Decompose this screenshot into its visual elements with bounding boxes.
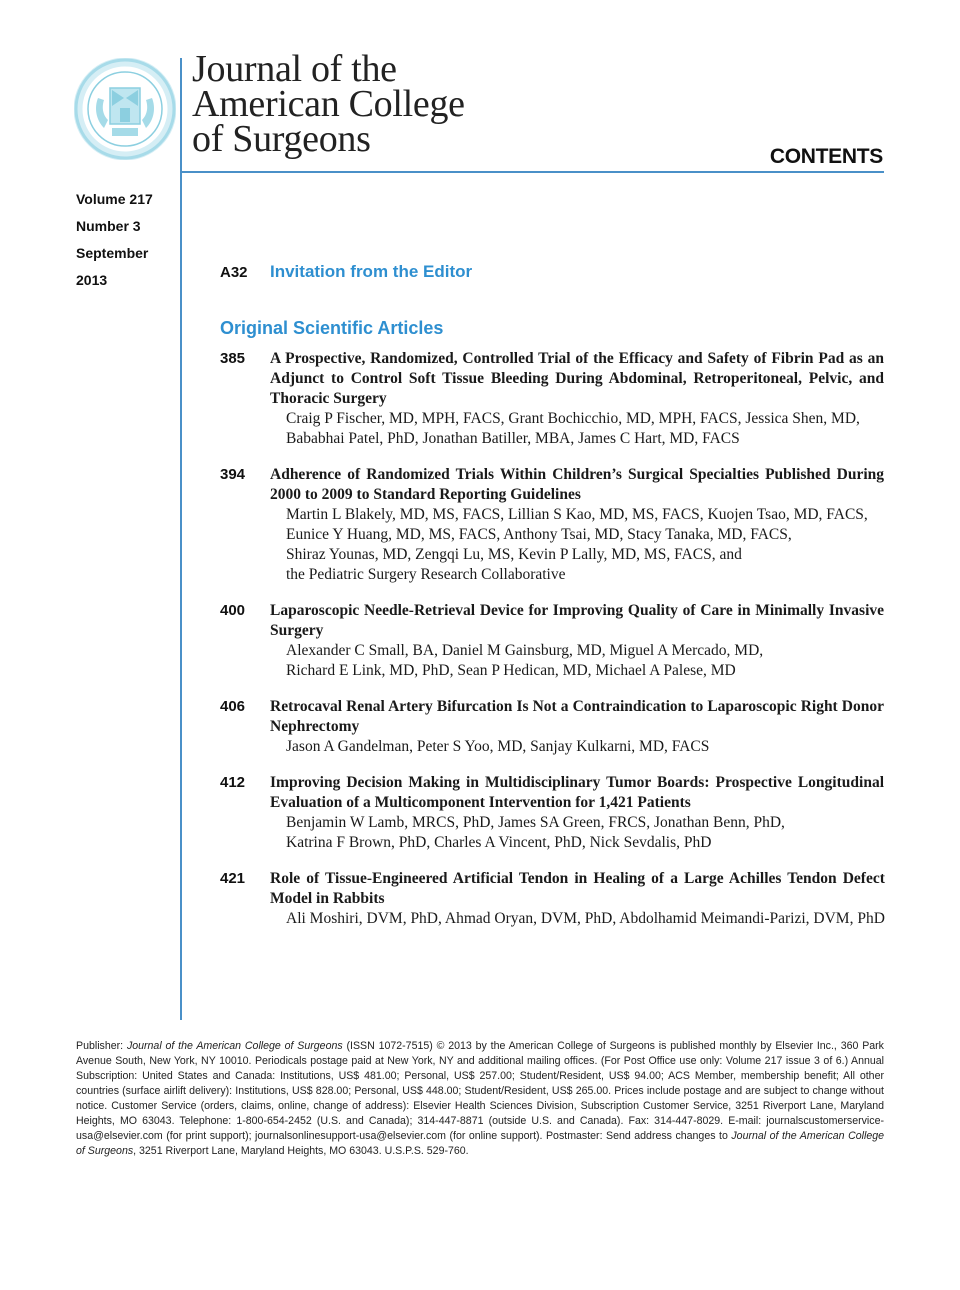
article-entry[interactable] [220,697,884,757]
header-divider [180,171,884,173]
article-title[interactable]: A Prospective, Randomized, Controlled Trial of the Efficacy and Safety of Fibrin Pad as an Adjunct to Control Soft Tissue Bleeding During Abdominal, Retroperitoneal, Pelvic, and Thoracic Surgery [270,350,884,407]
article-authors [270,505,884,585]
journal-title-line: Journal of the [192,48,397,90]
article-authors [270,409,884,449]
article-entry[interactable] [220,773,884,853]
issue-month: September [76,245,149,261]
invitation-entry[interactable] [220,262,884,292]
article-title[interactable]: Improving Decision Making in Multidisciplinary Tumor Boards: Prospective Longitudinal Evaluation of a Multicomponent Intervention for 1,421 Patients [270,774,884,811]
contents-heading: CONTENTS [769,145,883,168]
college-seal-logo [74,58,176,160]
section-heading: Original Scientific Articles [220,318,444,338]
article-authors [270,641,884,681]
author-line: Jason A Gandelman, Peter S Yoo, MD, Sanjay Kulkarni, MD, FACS [286,738,710,755]
article-title[interactable]: Laparoscopic Needle-Retrieval Device for Improving Quality of Care in Minimally Invasive Surgery [270,602,884,639]
journal-title [192,48,465,160]
author-line: Eunice Y Huang, MD, MS, FACS, Anthony Tsai, MD, Stacy Tanaka, MD, FACS, [286,526,792,543]
article-entry[interactable] [220,465,884,585]
journal-title-line: of Surgeons [192,118,371,160]
article-title[interactable]: Retrocaval Renal Artery Bifurcation Is Not a Contraindication to Laparoscopic Right Donor Nephrectomy [270,698,884,735]
author-line: Benjamin W Lamb, MRCS, PhD, James SA Green, FRCS, Jonathan Benn, PhD, [286,814,785,831]
author-line: the Pediatric Surgery Research Collaborative [286,566,566,583]
article-authors [270,909,885,929]
publisher-text: (ISSN 1072-7515) © 2013 by the American College of Surgeons is published monthly by Elsevier Inc., 360 Park Avenue South, New York, NY 10010. Periodicals postage paid at New York, NY and additional mailing offices. (For Post Office use only: Volume 217 issue 3 of 6.) Annual Subscription: United States and Canada: Institutions, US$ 481.00; Personal, US$ 257.00; Student/Resident, US$ 94.00; ACS Member, membership benefit; All other countries (surface airlift delivery): Institutions, US$ 828.00; Personal, US$ 448.00; Student/Resident, US$ 265.00. Prices include postage and are subject to change without notice. Customer Service (orders, claims, online, change of address): Elsevier Health Sciences Division, Subscription Customer Service, 3251 Riverport Lane, Maryland Heights, MO 63043. Telephone: 1-800-654-2452 (U.S. and Canada); 314-447-8871 (outside U.S. and Canada). Fax: 314-447-8029. E-mail: journalscustomerservice-usa@elsevier.com (for print support); journalsonlinesupport-usa@elsevier.com (for online support). Postmaster: Send address changes to [76,1040,884,1142]
issue-volume: Volume 217 [76,191,153,207]
page-number: 412 [220,774,246,791]
author-line: Bababhai Patel, PhD, Jonathan Batiller, MBA, James C Hart, MD, FACS [286,430,740,447]
article-entry[interactable] [220,601,884,681]
issue-number: Number 3 [76,218,141,234]
page-number: A32 [220,264,248,281]
author-line: Katrina F Brown, PhD, Charles A Vincent, PhD, Nick Sevdalis, PhD [286,834,712,851]
publisher-footer [76,1039,884,1159]
journal-name: Journal of the American College of Surgeons [76,1130,884,1157]
issue-info [76,186,153,294]
article-entry[interactable] [220,349,884,449]
article-entry[interactable] [220,869,884,929]
margin-divider [180,58,182,1020]
table-of-contents [220,262,884,945]
issue-year: 2013 [76,272,108,288]
publisher-text: , 3251 Riverport Lane, Maryland Heights, MO 63043. U.S.P.S. 529-760. [133,1145,469,1157]
page-number: 394 [220,466,246,483]
page-number: 406 [220,698,246,715]
article-title[interactable]: Role of Tissue-Engineered Artificial Tendon in Healing of a Large Achilles Tendon Defect Model in Rabbits [270,870,885,907]
author-line: Craig P Fischer, MD, MPH, FACS, Grant Bochicchio, MD, MPH, FACS, Jessica Shen, MD, [286,410,860,427]
page-number: 421 [220,870,246,887]
publisher-label: Publisher: [76,1040,124,1052]
page-number: 400 [220,602,246,619]
author-line: Richard E Link, MD, PhD, Sean P Hedican, MD, Michael A Palese, MD [286,662,736,679]
article-authors [270,737,884,757]
journal-name: Journal of the American College of Surgeons [126,1040,343,1052]
page-number: 385 [220,350,246,367]
article-title[interactable]: Adherence of Randomized Trials Within Children’s Surgical Specialties Published During 2000 to 2009 to Standard Reporting Guidelines [270,466,884,503]
journal-title-line: American College [192,83,465,125]
author-line: Martin L Blakely, MD, MS, FACS, Lillian S Kao, MD, MS, FACS, Kuojen Tsao, MD, FACS, [286,506,868,523]
author-line: Alexander C Small, BA, Daniel M Gainsburg, MD, Miguel A Mercado, MD, [286,642,764,659]
author-line: Shiraz Younas, MD, Zengqi Lu, MS, Kevin P Lally, MD, MS, FACS, and [286,546,742,563]
article-authors [270,813,884,853]
author-line: Ali Moshiri, DVM, PhD, Ahmad Oryan, DVM, PhD, Abdolhamid Meimandi-Parizi, DVM, PhD [286,910,885,927]
invitation-title[interactable]: Invitation from the Editor [270,262,473,281]
